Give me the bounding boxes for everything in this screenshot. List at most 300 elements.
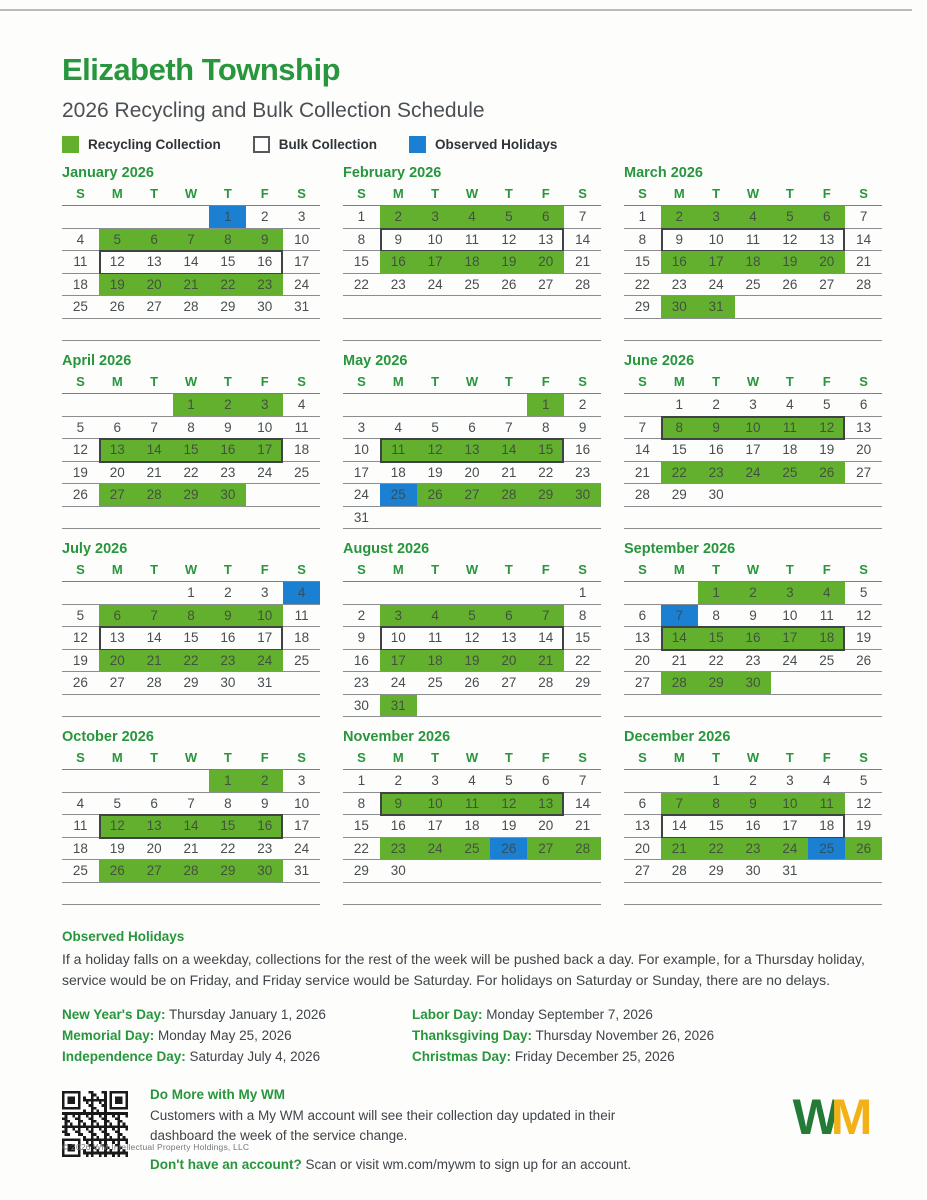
day-cell: 24 [246, 650, 283, 672]
day-cell: 7 [638, 419, 647, 435]
day-cell: 10 [708, 231, 724, 247]
day-cell [454, 582, 491, 604]
day-cell [454, 860, 491, 882]
day-cell: 15 [353, 818, 369, 833]
day-cell: 28 [575, 276, 591, 292]
day-cell: 5 [490, 206, 527, 228]
day-cell [209, 507, 246, 529]
day-cell: 18 [464, 818, 480, 833]
week-row [624, 507, 882, 530]
weekday-label: T [712, 374, 721, 389]
day-cell: 29 [671, 487, 687, 502]
weekday-label: F [541, 750, 550, 765]
day-cell: 4 [76, 231, 85, 247]
day-cell [99, 507, 136, 529]
day-cell [624, 319, 661, 341]
day-cell [527, 860, 564, 882]
day-cell: 31 [353, 509, 369, 525]
holiday-date: Saturday July 4, 2026 [189, 1049, 321, 1064]
day-cell: 15 [527, 439, 564, 461]
day-cell [771, 296, 808, 318]
day-cell: 25 [72, 299, 88, 314]
day-cell [136, 507, 173, 529]
weekday-label: T [712, 750, 721, 765]
holiday-item [62, 1046, 412, 1067]
day-cell: 30 [246, 860, 283, 882]
day-cell: 16 [745, 818, 761, 833]
day-cell: 9 [357, 630, 366, 645]
day-cell: 24 [390, 675, 406, 690]
legend-item-bulk [253, 136, 377, 153]
day-cell [99, 770, 136, 792]
day-cell: 25 [464, 276, 480, 292]
week-row [624, 815, 882, 838]
holiday-item [412, 1046, 882, 1067]
day-cell: 11 [294, 419, 309, 435]
day-cell: 17 [294, 254, 310, 269]
weekday-label: W [465, 750, 479, 765]
day-cell [99, 582, 136, 604]
day-cell [490, 507, 527, 529]
day-cell [808, 695, 845, 717]
day-cell: 1 [357, 773, 366, 788]
day-cell: 7 [150, 419, 158, 435]
day-cell: 26 [856, 652, 872, 668]
week-row [343, 507, 601, 530]
day-cell: 30 [209, 484, 246, 506]
weekday-label: T [431, 750, 440, 765]
week-row [62, 229, 320, 252]
day-cell: 22 [220, 840, 236, 856]
day-cell: 13 [527, 793, 564, 815]
day-cell [661, 770, 698, 792]
weekday-label: T [712, 186, 721, 201]
day-cell: 21 [575, 254, 591, 269]
day-cell: 3 [786, 773, 794, 788]
day-cell: 12 [464, 630, 480, 645]
mywm-text-block [150, 1087, 675, 1185]
day-cell: 23 [353, 675, 369, 690]
day-cell [380, 883, 417, 905]
day-cell: 19 [427, 464, 443, 480]
day-cell [62, 507, 99, 529]
day-cell: 18 [294, 630, 310, 645]
day-cell: 9 [380, 793, 417, 815]
holiday-item [62, 1025, 412, 1046]
day-cell: 14 [173, 815, 210, 837]
weekday-label: S [578, 186, 587, 201]
day-cell: 24 [257, 464, 273, 480]
day-cell: 13 [99, 439, 136, 461]
day-cell: 12 [782, 231, 798, 247]
day-cell: 20 [527, 251, 564, 273]
week-row [624, 793, 882, 816]
day-cell: 29 [173, 484, 210, 506]
day-cell: 16 [708, 442, 724, 457]
day-cell: 5 [76, 607, 85, 623]
mywm-cta-label: Don't have an account? [150, 1156, 302, 1172]
day-cell [771, 695, 808, 717]
weekday-label: S [297, 374, 306, 389]
day-cell: 20 [634, 840, 650, 856]
day-cell [380, 296, 417, 318]
weekday-label: S [297, 186, 306, 201]
weekday-label: W [465, 186, 479, 201]
day-cell: 6 [113, 419, 122, 435]
day-cell: 24 [708, 276, 724, 292]
week-row [62, 439, 320, 462]
day-cell: 22 [353, 840, 369, 856]
day-cell: 9 [394, 231, 403, 247]
weekday-label: T [785, 750, 794, 765]
day-cell: 28 [490, 484, 527, 506]
day-cell [624, 883, 661, 905]
day-cell [99, 394, 136, 416]
day-cell [735, 695, 772, 717]
weekday-label: S [859, 186, 868, 201]
day-cell [527, 883, 564, 905]
day-cell [62, 770, 99, 792]
month-title: February 2026 [343, 165, 442, 181]
month-title: January 2026 [62, 165, 154, 181]
day-cell: 13 [538, 231, 554, 247]
day-cell: 4 [786, 397, 794, 412]
week-row [62, 251, 320, 274]
day-cell: 6 [859, 397, 868, 412]
day-cell: 20 [634, 652, 650, 668]
day-cell [845, 484, 882, 506]
weekday-header [62, 747, 320, 770]
weekday-label: W [465, 562, 479, 577]
day-cell [490, 883, 527, 905]
week-row [343, 860, 601, 883]
weekday-label: W [184, 562, 198, 577]
wm-logo-dot: . [863, 1117, 869, 1139]
week-row [624, 296, 882, 319]
day-cell [808, 507, 845, 529]
day-cell: 25 [771, 462, 808, 484]
page-subtitle: 2026 Recycling and Bulk Collection Schedule [62, 99, 485, 122]
day-cell: 30 [390, 863, 406, 878]
day-cell [808, 319, 845, 341]
day-cell [845, 507, 882, 529]
day-cell: 21 [575, 818, 591, 833]
week-row [624, 319, 882, 342]
day-cell: 26 [72, 675, 88, 690]
day-cell: 28 [136, 484, 173, 506]
holiday-name: Thanksgiving Day: [412, 1028, 533, 1043]
week-row [343, 319, 601, 342]
mywm-cta-text: Scan or visit wm.com/mywm to sign up for an account. [301, 1156, 632, 1172]
day-cell [283, 319, 320, 341]
day-cell [527, 296, 564, 318]
day-cell: 2 [661, 206, 698, 228]
holiday-date: Friday December 25, 2026 [514, 1049, 675, 1064]
legend-label: Recycling Collection [88, 137, 221, 152]
legend-label: Bulk Collection [278, 137, 378, 152]
day-cell: 4 [76, 795, 85, 811]
day-cell: 14 [146, 630, 162, 645]
day-cell: 4 [822, 773, 831, 788]
weekday-label: T [150, 374, 159, 389]
day-cell [845, 860, 882, 882]
day-cell [454, 695, 491, 717]
day-cell [380, 319, 417, 341]
day-cell: 18 [819, 818, 835, 833]
day-cell: 7 [578, 209, 587, 224]
mywm-title: Do More with My WM [150, 1087, 285, 1102]
week-row [62, 274, 320, 297]
holiday-item [62, 1004, 412, 1025]
week-row [62, 507, 320, 530]
week-row [343, 793, 601, 816]
day-cell: 19 [490, 251, 527, 273]
day-cell: 8 [661, 417, 698, 439]
weekday-label: S [76, 562, 85, 577]
day-cell [99, 883, 136, 905]
weekday-label: T [431, 186, 440, 201]
day-cell: 10 [771, 793, 808, 815]
day-cell: 2 [246, 770, 283, 792]
day-cell: 5 [431, 419, 439, 435]
week-row [624, 883, 882, 906]
day-cell: 19 [72, 464, 88, 480]
weekday-label: F [541, 562, 550, 577]
day-cell: 2 [209, 394, 246, 416]
day-cell: 18 [390, 464, 406, 480]
day-cell: 23 [380, 838, 417, 860]
day-cell: 18 [294, 442, 310, 457]
day-cell: 12 [109, 254, 125, 269]
day-cell: 21 [671, 652, 687, 668]
week-row [343, 462, 601, 485]
weekday-header [343, 559, 601, 582]
day-cell: 6 [541, 773, 550, 788]
weekday-label: S [76, 374, 85, 389]
day-cell: 26 [808, 462, 845, 484]
day-cell [624, 394, 661, 416]
weekday-label: S [357, 562, 366, 577]
day-cell: 10 [782, 607, 798, 623]
day-cell: 17 [380, 650, 417, 672]
weekday-label: F [260, 374, 269, 389]
holiday-swatch [409, 136, 426, 153]
day-cell: 25 [294, 652, 310, 668]
week-row [624, 770, 882, 793]
holiday-name: Christmas Day: [412, 1049, 512, 1064]
weekday-label: S [638, 186, 647, 201]
day-cell: 5 [454, 605, 491, 627]
day-cell [527, 582, 564, 604]
day-cell [99, 319, 136, 341]
weekday-label: S [578, 374, 587, 389]
week-row [343, 815, 601, 838]
day-cell [283, 484, 320, 506]
day-cell: 20 [136, 274, 173, 296]
day-cell: 8 [187, 419, 195, 435]
day-cell [808, 672, 845, 694]
day-cell: 30 [661, 296, 698, 318]
weekday-label: S [859, 562, 868, 577]
day-cell: 15 [634, 254, 650, 269]
day-cell: 7 [136, 605, 173, 627]
day-cell: 1 [638, 209, 647, 224]
week-row [624, 417, 882, 440]
day-cell: 14 [661, 627, 698, 649]
day-cell: 30 [564, 484, 601, 506]
legend-label: Observed Holidays [435, 137, 558, 152]
day-cell: 7 [578, 773, 587, 788]
day-cell: 5 [113, 795, 122, 811]
day-cell [845, 296, 882, 318]
month-calendar [343, 541, 601, 717]
day-cell: 7 [173, 229, 210, 251]
day-cell [209, 883, 246, 905]
day-cell: 27 [501, 675, 517, 690]
day-cell: 14 [634, 442, 650, 457]
day-cell: 5 [99, 229, 136, 251]
day-cell: 18 [735, 251, 772, 273]
day-cell: 8 [209, 229, 246, 251]
day-cell [173, 883, 210, 905]
day-cell [417, 319, 454, 341]
month-title: July 2026 [62, 541, 128, 557]
day-cell [417, 860, 454, 882]
day-cell [343, 296, 380, 318]
day-cell: 3 [749, 397, 757, 412]
day-cell: 9 [698, 417, 735, 439]
day-cell: 14 [136, 439, 173, 461]
day-cell: 10 [735, 417, 772, 439]
day-cell [283, 672, 320, 694]
day-cell [771, 672, 808, 694]
day-cell: 13 [136, 815, 173, 837]
day-cell: 29 [209, 860, 246, 882]
day-cell: 1 [578, 585, 587, 600]
day-cell [564, 319, 601, 341]
day-cell [246, 319, 283, 341]
day-cell: 27 [146, 299, 162, 314]
weekday-label: F [260, 186, 269, 201]
weekday-label: M [392, 750, 404, 765]
day-cell: 3 [246, 394, 283, 416]
day-cell: 16 [257, 254, 273, 269]
day-cell: 8 [224, 795, 232, 811]
day-cell [417, 507, 454, 529]
day-cell: 28 [183, 299, 199, 314]
day-cell: 20 [146, 840, 162, 856]
day-cell: 11 [380, 439, 417, 461]
weekday-label: S [357, 186, 366, 201]
day-cell [735, 296, 772, 318]
day-cell: 21 [173, 274, 210, 296]
day-cell: 21 [661, 838, 698, 860]
day-cell [62, 206, 99, 228]
weekday-label: F [260, 562, 269, 577]
day-cell: 9 [246, 229, 283, 251]
weekday-header [62, 371, 320, 394]
day-cell: 23 [220, 464, 236, 480]
day-cell [564, 695, 601, 717]
day-cell: 28 [564, 838, 601, 860]
week-row [343, 582, 601, 605]
week-row [624, 206, 882, 229]
day-cell: 27 [856, 464, 872, 480]
weekday-label: M [673, 562, 685, 577]
day-cell [735, 507, 772, 529]
day-cell: 9 [735, 793, 772, 815]
weekday-label: T [712, 562, 721, 577]
day-cell: 31 [782, 863, 798, 878]
day-cell: 4 [283, 582, 320, 604]
week-row [343, 274, 601, 297]
day-cell [417, 883, 454, 905]
day-cell: 8 [578, 607, 587, 623]
day-cell: 5 [859, 773, 868, 788]
day-cell [771, 319, 808, 341]
month-calendar [624, 353, 882, 529]
day-cell: 21 [856, 254, 872, 269]
day-cell: 27 [99, 484, 136, 506]
day-cell [771, 484, 808, 506]
day-cell: 27 [136, 860, 173, 882]
day-cell: 25 [808, 838, 845, 860]
week-row [624, 627, 882, 650]
holiday-date: Thursday January 1, 2026 [169, 1007, 326, 1022]
day-cell: 1 [209, 770, 246, 792]
day-cell [845, 695, 882, 717]
day-cell: 25 [427, 675, 443, 690]
day-cell: 23 [735, 838, 772, 860]
day-cell: 2 [357, 607, 366, 623]
day-cell [771, 883, 808, 905]
day-cell: 14 [575, 231, 591, 247]
weekday-label: M [111, 186, 123, 201]
week-row [62, 394, 320, 417]
week-row [624, 695, 882, 718]
day-cell: 10 [417, 793, 454, 815]
week-row [62, 484, 320, 507]
day-cell: 6 [150, 795, 158, 811]
day-cell: 6 [638, 795, 647, 811]
day-cell: 26 [501, 276, 517, 292]
month-title: October 2026 [62, 729, 154, 745]
day-cell [454, 319, 491, 341]
weekday-label: F [260, 750, 269, 765]
day-cell: 13 [454, 439, 491, 461]
day-cell: 12 [72, 442, 88, 457]
day-cell: 7 [187, 795, 195, 811]
week-row [62, 605, 320, 628]
day-cell: 19 [99, 274, 136, 296]
day-cell [62, 319, 99, 341]
day-cell: 20 [538, 818, 554, 833]
week-row [343, 838, 601, 861]
weekday-label: T [785, 374, 794, 389]
weekday-header [62, 183, 320, 206]
day-cell: 20 [99, 650, 136, 672]
day-cell: 13 [634, 630, 650, 645]
day-cell: 31 [380, 695, 417, 717]
day-cell: 14 [575, 795, 591, 811]
day-cell [136, 319, 173, 341]
month-calendar [343, 353, 601, 529]
day-cell: 31 [294, 299, 310, 314]
day-cell [343, 319, 380, 341]
week-row [62, 770, 320, 793]
week-row [62, 319, 320, 342]
day-cell: 1 [357, 209, 366, 224]
